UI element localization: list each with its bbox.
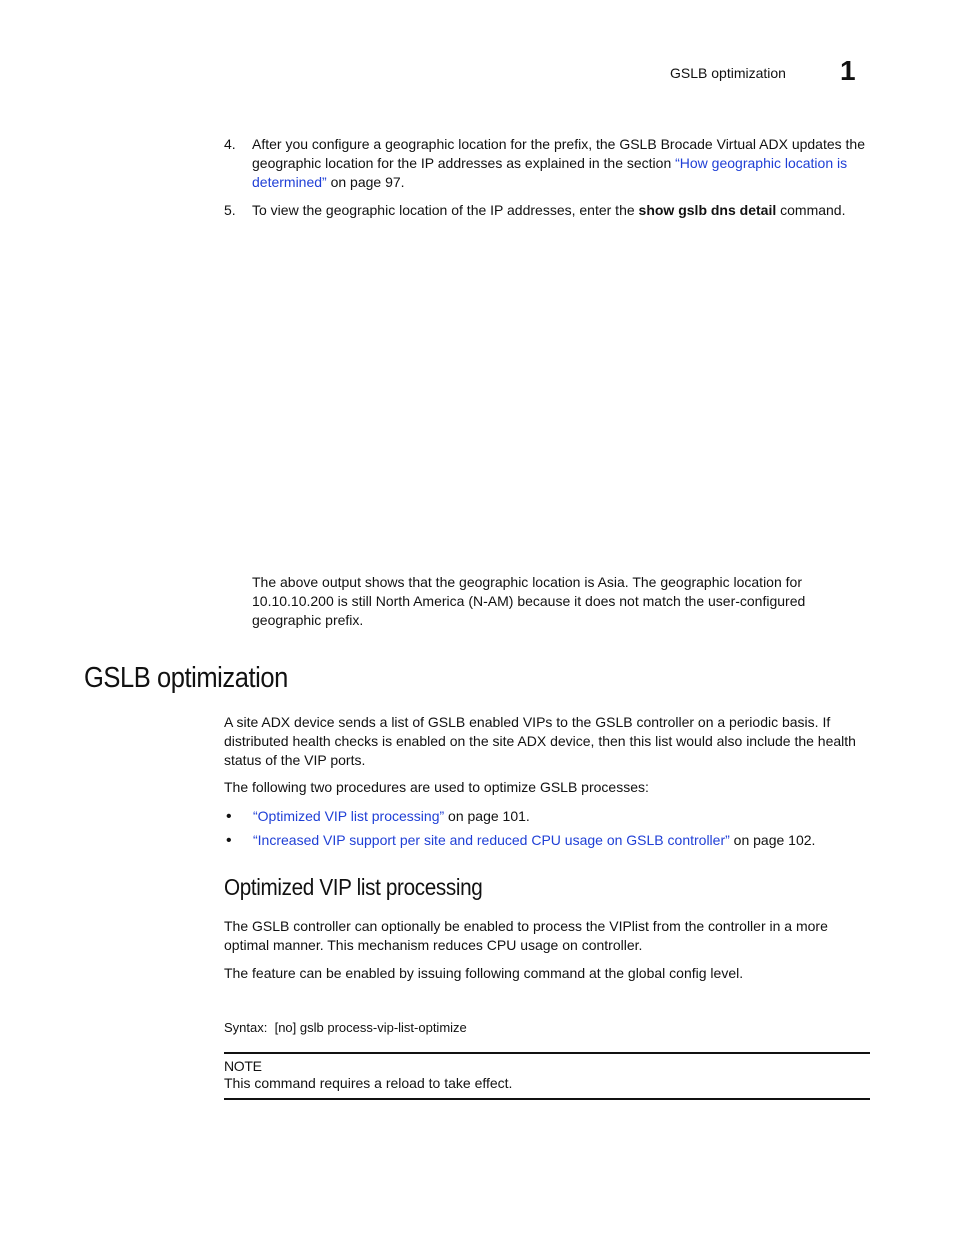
step-text	[252, 135, 874, 192]
output-explanation: The above output shows that the geographic location is Asia. The geographic location for 10.10.10.200 is still North America (N-AM) because it does not match the user-configured geographic prefix.	[252, 574, 806, 628]
subsection-para-1: The GSLB controller can optionally be enabled to process the VIPlist from the controller in a more optimal manner. This mechanism reduces CPU usage on controller.	[224, 918, 828, 953]
step-number: 5.	[224, 202, 236, 218]
command-name: show gslb dns detail	[638, 202, 777, 218]
section-heading: GSLB optimization	[84, 662, 288, 694]
note-text: This command requires a reload to take effect.	[224, 1075, 513, 1091]
subsection-heading: Optimized VIP list processing	[224, 874, 483, 900]
syntax-label: Syntax:	[224, 1020, 268, 1035]
note-box	[224, 1052, 870, 1100]
step-number: 4.	[224, 136, 236, 152]
running-header-title: GSLB optimization	[670, 65, 786, 81]
step-text-before: After you configure a geographic location for the prefix, the GSLB Brocade Virtual ADX updates the geographic location for the IP addresses as explained in the section	[252, 136, 865, 171]
note-label: NOTE	[224, 1058, 262, 1074]
step-text	[252, 201, 902, 220]
step-text-before: To view the geographic location of the IP addresses, enter the	[252, 202, 639, 218]
cross-reference-link[interactable]: “Optimized VIP list processing”	[253, 808, 445, 824]
cross-reference-link[interactable]: “Increased VIP support per site and reduced CPU usage on GSLB controller”	[253, 832, 730, 848]
procedures-intro: The following two procedures are used to optimize GSLB processes:	[224, 779, 649, 795]
chapter-number: 1	[840, 55, 856, 86]
section-intro: A site ADX device sends a list of GSLB enabled VIPs to the GSLB controller on a periodic basis. If distributed health checks is enabled on the site ADX device, then this list would also include the health status of the VIP ports.	[224, 714, 856, 768]
cross-reference-link[interactable]: “How geographic location is determined”	[252, 155, 848, 190]
page-reference: on page 101.	[444, 808, 530, 824]
syntax-line	[224, 1020, 467, 1035]
bullet-icon: •	[226, 808, 232, 825]
subsection-para-2: The feature can be enabled by issuing following command at the global config level.	[224, 965, 744, 981]
step-text-after: on page 97.	[326, 174, 405, 190]
bullet-icon: •	[226, 832, 232, 849]
page-reference: on page 102.	[729, 832, 816, 848]
syntax-command: [no] gslb process-vip-list-optimize	[274, 1020, 467, 1035]
step-text-after: command.	[776, 202, 846, 218]
